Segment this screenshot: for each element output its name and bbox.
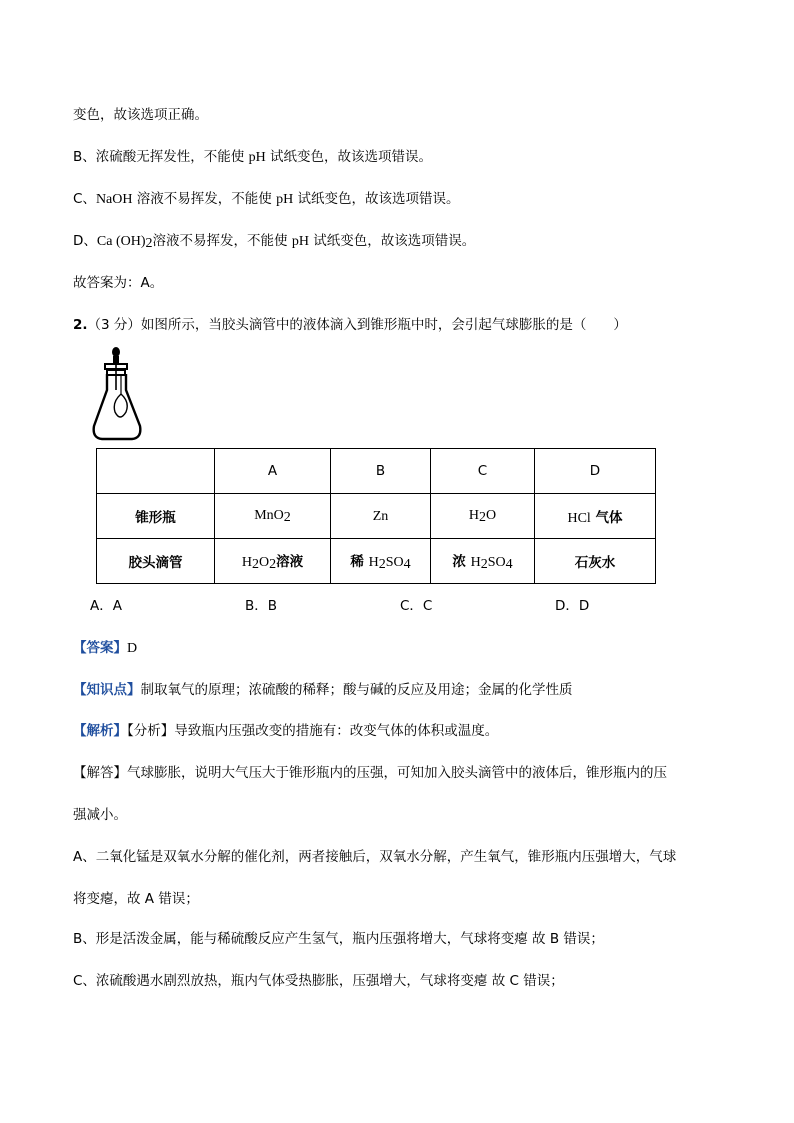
question-text: 如图所示，当胶头滴管中的液体滴入到锥形瓶中时，会引起气球膨胀的是（ ）: [140, 317, 627, 333]
answer-statement-text: 故答案为：A。: [73, 275, 164, 291]
cell-dropper-c-sub2: 4: [505, 556, 513, 572]
cell-flask-b-text: Zn: [372, 508, 389, 524]
table-header-cell-empty: [97, 449, 215, 494]
cell-flask-d: [535, 494, 656, 539]
table-row-dropper: [97, 539, 656, 584]
solution-b-text: B、形是活泼金属，能与稀硫酸反应产生氢气，瓶内压强将增大，气球将变瘪 故 B 错误；: [73, 931, 604, 947]
line-b-part2: 试纸变色，故该选项错误。: [265, 149, 432, 165]
cell-flask-a-main: MnO: [254, 507, 284, 523]
knowledge-text: 制取氧气的原理；浓硫酸的稀释；酸与碱的反应及用途；金属的化学性质: [140, 682, 573, 698]
text-line-d: [73, 232, 475, 253]
line-d-sub: 2: [145, 236, 153, 251]
table-header-row: [97, 449, 656, 494]
solution-a-line-2: [73, 890, 199, 908]
cell-flask-c: [431, 494, 535, 539]
cell-dropper-c-sub1: 2: [480, 556, 488, 572]
analysis-line: [73, 722, 498, 740]
solution-text-1: 【解答】气球膨胀，说明大气压大于锥形瓶内的压强，可知加入胶头滴管中的液体后，锥形瓶内的压: [73, 765, 667, 781]
line-d-prefix: D、: [73, 233, 97, 249]
table-header-c: C: [431, 449, 535, 494]
solution-c-text: C、浓硫酸遇水剧烈放热，瓶内气体受热膨胀，压强增大，气球将变瘪 故 C 错误；: [73, 973, 564, 989]
line-c-part2: 试纸变色，故该选项错误。: [293, 191, 460, 207]
row-label-dropper: 胶头滴管: [97, 539, 215, 584]
cell-dropper-a-sub2: 2: [269, 556, 277, 572]
answer-tag: 【答案】: [73, 640, 127, 656]
cell-flask-a-sub: 2: [283, 509, 291, 525]
text-line-b: [73, 148, 432, 167]
cell-dropper-a-sub1: 2: [252, 556, 259, 572]
solution-a-text-1: A、二氧化锰是双氧水分解的催化剂，两者接触后，双氧水分解，产生氧气，锥形瓶内压强增大，气球: [73, 849, 677, 865]
row-label-flask: 锥形瓶: [97, 494, 215, 539]
table-header-b: B: [331, 449, 431, 494]
knowledge-line: [73, 681, 573, 699]
line-c-naoh: NaOH: [95, 192, 133, 207]
cell-dropper-a-tail: 溶液: [276, 553, 304, 570]
line-d-part2: 试纸变色，故该选项错误。: [308, 233, 476, 249]
table-header-a: A: [215, 449, 331, 494]
cell-flask-d-tail: 气体: [590, 509, 623, 526]
cell-dropper-d: 石灰水: [535, 539, 656, 584]
cell-dropper-b-main: H: [368, 554, 379, 570]
cell-dropper-b-mid: SO: [385, 554, 404, 570]
text-line-1: [73, 106, 208, 124]
cell-flask-b: [331, 494, 431, 539]
solution-a-text-2: 将变瘪，故 A 错误；: [73, 891, 199, 907]
question-2: [73, 316, 627, 334]
cell-dropper-a: [215, 539, 331, 584]
solution-text-2: 强减小。: [73, 807, 127, 823]
cell-dropper-a-mid: O: [259, 554, 270, 570]
line-c-prefix: C、: [73, 191, 96, 207]
cell-flask-a: [215, 494, 331, 539]
solution-a-line-1: [73, 848, 676, 866]
line-d-ph: pH: [291, 234, 309, 249]
line-b-ph: pH: [248, 150, 266, 165]
cell-dropper-b-pre: 稀: [350, 553, 369, 570]
cell-flask-c-main: H: [468, 507, 479, 523]
cell-flask-c-tail: O: [486, 507, 497, 523]
cell-dropper-a-main: H: [241, 554, 252, 570]
option-d: D．D: [555, 598, 590, 614]
option-b: B．B: [245, 598, 278, 614]
text-line-c: [73, 190, 460, 209]
line-1-text: 变色，故该选项正确。: [73, 107, 208, 123]
line-d-formula: Ca (OH): [96, 234, 146, 249]
question-number: 2.: [73, 317, 88, 333]
solution-c-line: [73, 972, 564, 990]
cell-flask-d-main: HCl: [567, 510, 591, 526]
cell-dropper-b: [331, 539, 431, 584]
knowledge-tag: 【知识点】: [73, 682, 141, 698]
option-c: C．C: [400, 598, 433, 614]
line-b-part1: B、浓硫酸无挥发性，不能使: [73, 149, 249, 165]
solution-line-1: [73, 764, 667, 782]
cell-flask-c-sub: 2: [479, 509, 486, 525]
analysis-tag: 【解析】: [73, 723, 127, 739]
line-c-ph: pH: [276, 192, 294, 207]
cell-dropper-b-sub1: 2: [378, 556, 386, 572]
cell-dropper-b-sub2: 4: [403, 556, 411, 572]
solution-b-line: [73, 930, 604, 948]
question-table: [96, 448, 656, 584]
solution-line-2: [73, 806, 127, 824]
cell-dropper-c: [431, 539, 535, 584]
cell-dropper-c-mid: SO: [487, 554, 506, 570]
answer-statement: [73, 274, 163, 292]
answer-line: [73, 639, 137, 658]
line-d-part1: 溶液不易挥发，不能使: [152, 233, 292, 249]
table-row-flask: [97, 494, 656, 539]
flask-dropper-balloon-diagram: [88, 346, 148, 442]
cell-dropper-c-pre: 浓: [452, 553, 471, 570]
cell-dropper-c-main: H: [470, 554, 481, 570]
analysis-text: 【分析】导致瓶内压强改变的措施有：改变气体的体积或温度。: [127, 723, 499, 739]
table-header-d: D: [535, 449, 656, 494]
question-score: （3 分）: [87, 317, 141, 333]
line-c-part1: 溶液不易挥发，不能使: [132, 191, 277, 207]
answer-value: D: [127, 641, 138, 656]
option-a: A．A: [90, 598, 122, 614]
